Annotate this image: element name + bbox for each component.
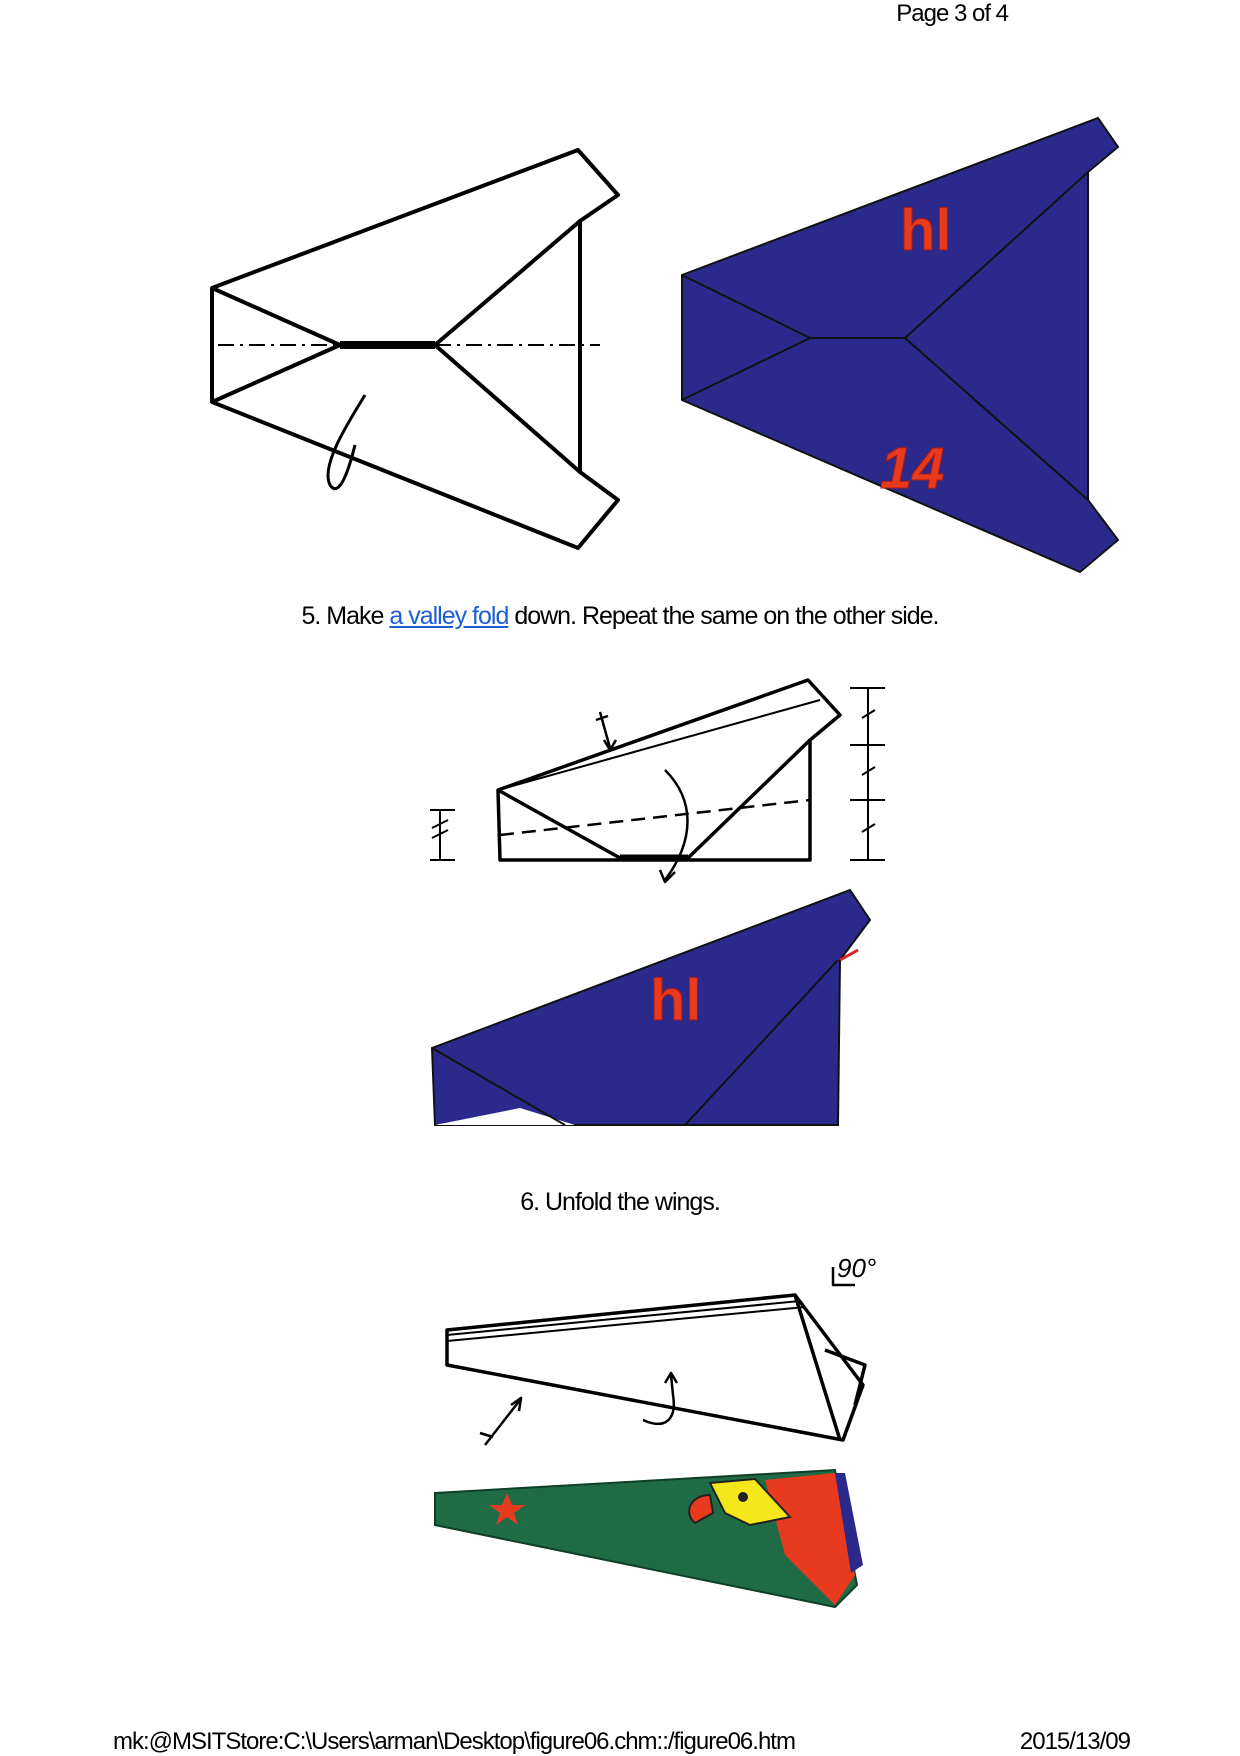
figure-step5 [420,670,900,1150]
footer-date: 2015/13/09 [1019,1728,1130,1755]
line-drawing-plane-sideview [430,680,885,882]
step-5-caption [0,602,1240,631]
line-drawing-plane-topview [212,150,618,548]
figure-step6 [425,1255,905,1635]
blue-plane-topview [682,118,1118,572]
plane-side-marking: hl [650,968,702,1033]
step-5-suffix: down. Repeat the same on the other side. [508,602,939,630]
green-eagle-wing [435,1470,863,1607]
plane-marking-bottom: 14 [880,436,945,501]
footer-source-path: mk:@MSITStore:C:\Users\arman\Desktop\figure06.chm::/figure06.htm [113,1728,795,1755]
step-5-prefix: 5. Make [301,602,390,630]
valley-fold-link[interactable]: a valley fold [389,602,509,630]
blue-plane-sideview [432,890,870,1125]
plane-marking-top: hl [900,198,952,263]
figure-step4 [200,110,1120,580]
angle-label: 90° [837,1255,877,1283]
step-6-caption: 6. Unfold the wings. [520,1188,720,1216]
page-number: Page 3 of 4 [896,0,1008,27]
line-drawing-wing [447,1267,865,1445]
